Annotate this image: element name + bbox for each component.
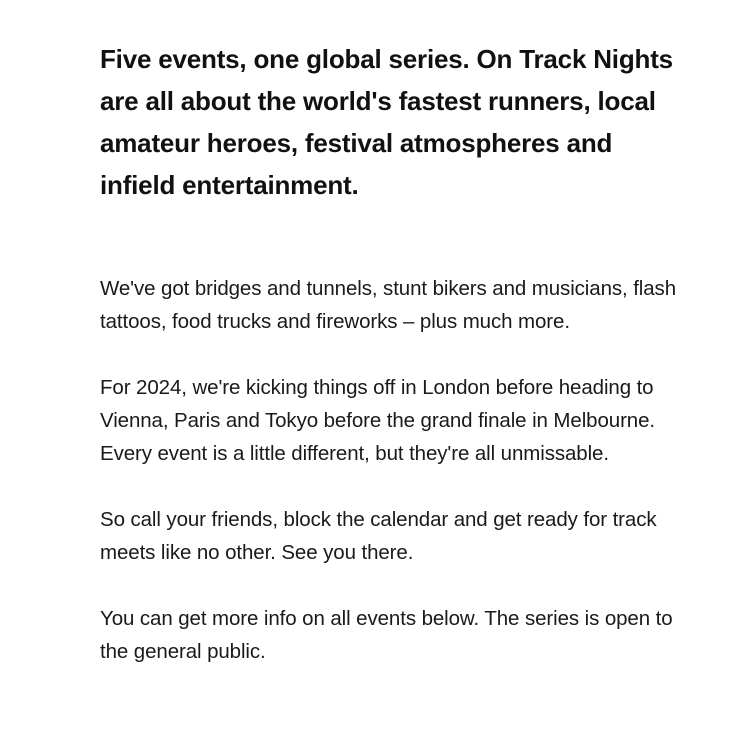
paragraph-attractions: We've got bridges and tunnels, stunt bikers and musicians, flash tattoos, food trucks and fireworks – plus much more. <box>100 277 677 333</box>
headline: Five events, one global series. On Track Nights are all about the world's fastest runners, local amateur heroes, festival atmospheres and infield entertainment. <box>100 44 673 200</box>
paragraph-invitation: So call your friends, block the calendar and get ready for track meets like no other. See you there. <box>100 508 657 564</box>
paragraph-schedule: For 2024, we're kicking things off in London before heading to Vienna, Paris and Tokyo before the grand finale in Melbourne. Every event is a little different, but they're all unmissable. <box>100 376 655 465</box>
article-body <box>100 38 690 668</box>
paragraph-more-info: You can get more info on all events below. The series is open to the general public. <box>100 607 673 663</box>
